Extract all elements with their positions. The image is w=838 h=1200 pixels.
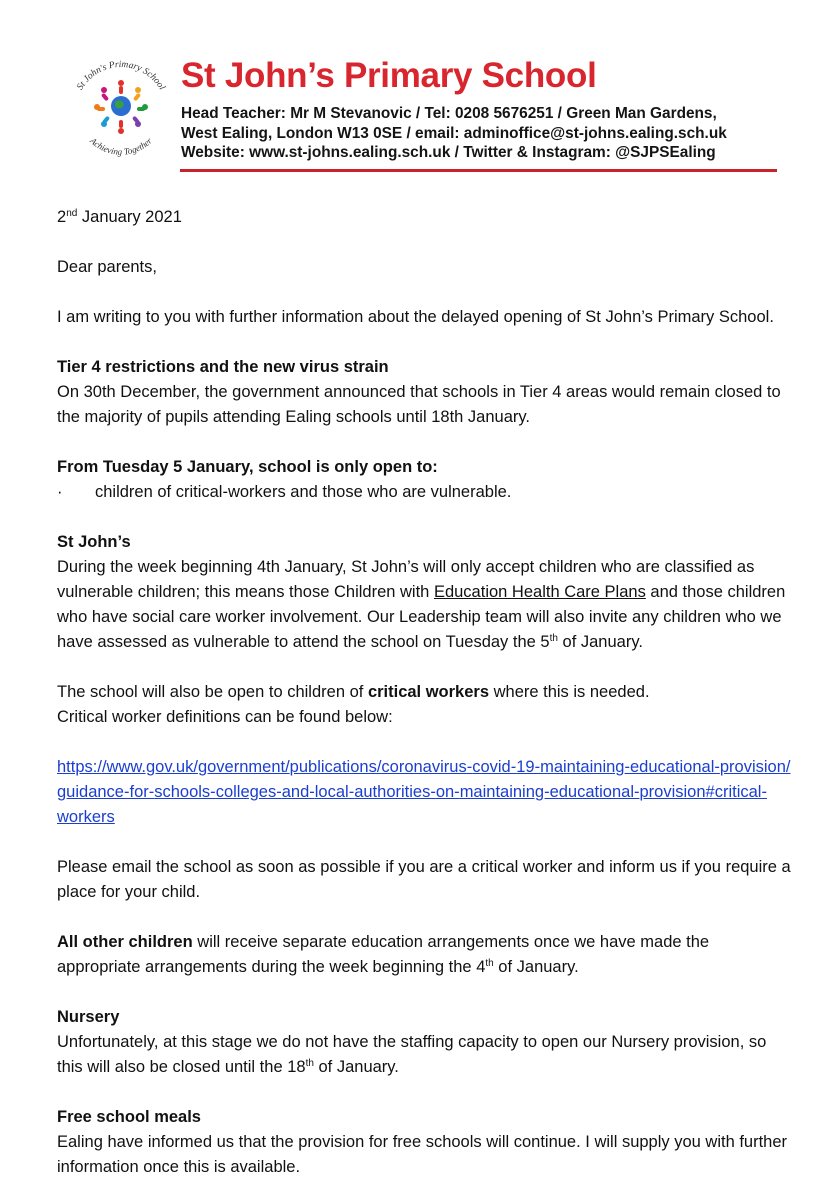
stjohns-paragraph: During the week beginning 4th January, St John’s will only accept children who are classified as vulnerable children; this means those Children with Education Health Care Plans and those children who have social care worker involvement. Our Leadership team will also invite any children who we have assessed as vulnerable to attend the school on Tuesday the 5th of January. bbox=[57, 558, 786, 651]
nursery-heading: Nursery bbox=[57, 1008, 120, 1026]
bullet-text: children of critical-workers and those who are vulnerable. bbox=[95, 483, 512, 501]
bullet-mark: · bbox=[57, 483, 63, 501]
contact-line-2: West Ealing, London W13 0SE / email: adminoffice@st-johns.ealing.sch.uk bbox=[181, 124, 727, 142]
header-divider bbox=[180, 169, 777, 172]
stjohns-heading: St John’s bbox=[57, 533, 131, 551]
greeting: Dear parents, bbox=[57, 258, 157, 276]
school-logo bbox=[56, 40, 186, 170]
logo-ring-text-top: St John's Primary School bbox=[75, 59, 167, 93]
other-children-paragraph: All other children will receive separate education arrangements once we have made the appropriate arrangements during the week beginning the 4th of January. bbox=[57, 933, 710, 976]
contact-line-3: Website: www.st-johns.ealing.sch.uk / Twitter & Instagram: @SJPSEaling bbox=[181, 144, 716, 161]
contact-line-1: Head Teacher: Mr M Stevanovic / Tel: 0208 5676251 / Green Man Gardens, bbox=[181, 105, 717, 122]
tier-heading: Tier 4 restrictions and the new virus strain bbox=[57, 358, 389, 376]
list-item bbox=[57, 480, 792, 505]
intro-paragraph: I am writing to you with further information about the delayed opening of St John’s Primary School. bbox=[57, 308, 774, 326]
gov-guidance-link[interactable]: https://www.gov.uk/government/publications/coronavirus-covid-19-maintaining-educational-provision/guidance-for-schools-colleges-and-local-authorities-on-maintaining-educational-provision#critical-workers bbox=[57, 758, 791, 826]
school-name: St John’s Primary School bbox=[181, 56, 597, 95]
letter-body bbox=[57, 205, 792, 1180]
nursery-paragraph: Unfortunately, at this stage we do not have the staffing capacity to open our Nursery provision, so this will also be closed until the 18th of January. bbox=[57, 1033, 767, 1076]
school-contact-info bbox=[181, 104, 727, 163]
ehcp-link[interactable]: Education Health Care Plans bbox=[433, 583, 646, 601]
meals-paragraph: Ealing have informed us that the provision for free schools will continue. I will supply you with further information once this is available. bbox=[57, 1133, 788, 1176]
critical-paragraph: The school will also be open to children of critical workers where this is needed. Critical worker definitions can be found below: bbox=[57, 683, 650, 726]
critical-workers-link bbox=[57, 755, 792, 830]
meals-heading: Free school meals bbox=[57, 1108, 201, 1126]
letter-date: 2nd January 2021 bbox=[57, 208, 182, 226]
email-paragraph: Please email the school as soon as possible if you are a critical worker and inform us if you require a place for your child. bbox=[57, 858, 791, 901]
tier-paragraph: On 30th December, the government announced that schools in Tier 4 areas would remain closed to the majority of pupils attending Ealing schools until 18th January. bbox=[57, 383, 781, 426]
open-heading: From Tuesday 5 January, school is only open to: bbox=[57, 458, 438, 476]
logo-ring-text-bottom: Achieving Together bbox=[88, 135, 154, 157]
svg-text:Achieving Together bbox=[87, 135, 154, 157]
